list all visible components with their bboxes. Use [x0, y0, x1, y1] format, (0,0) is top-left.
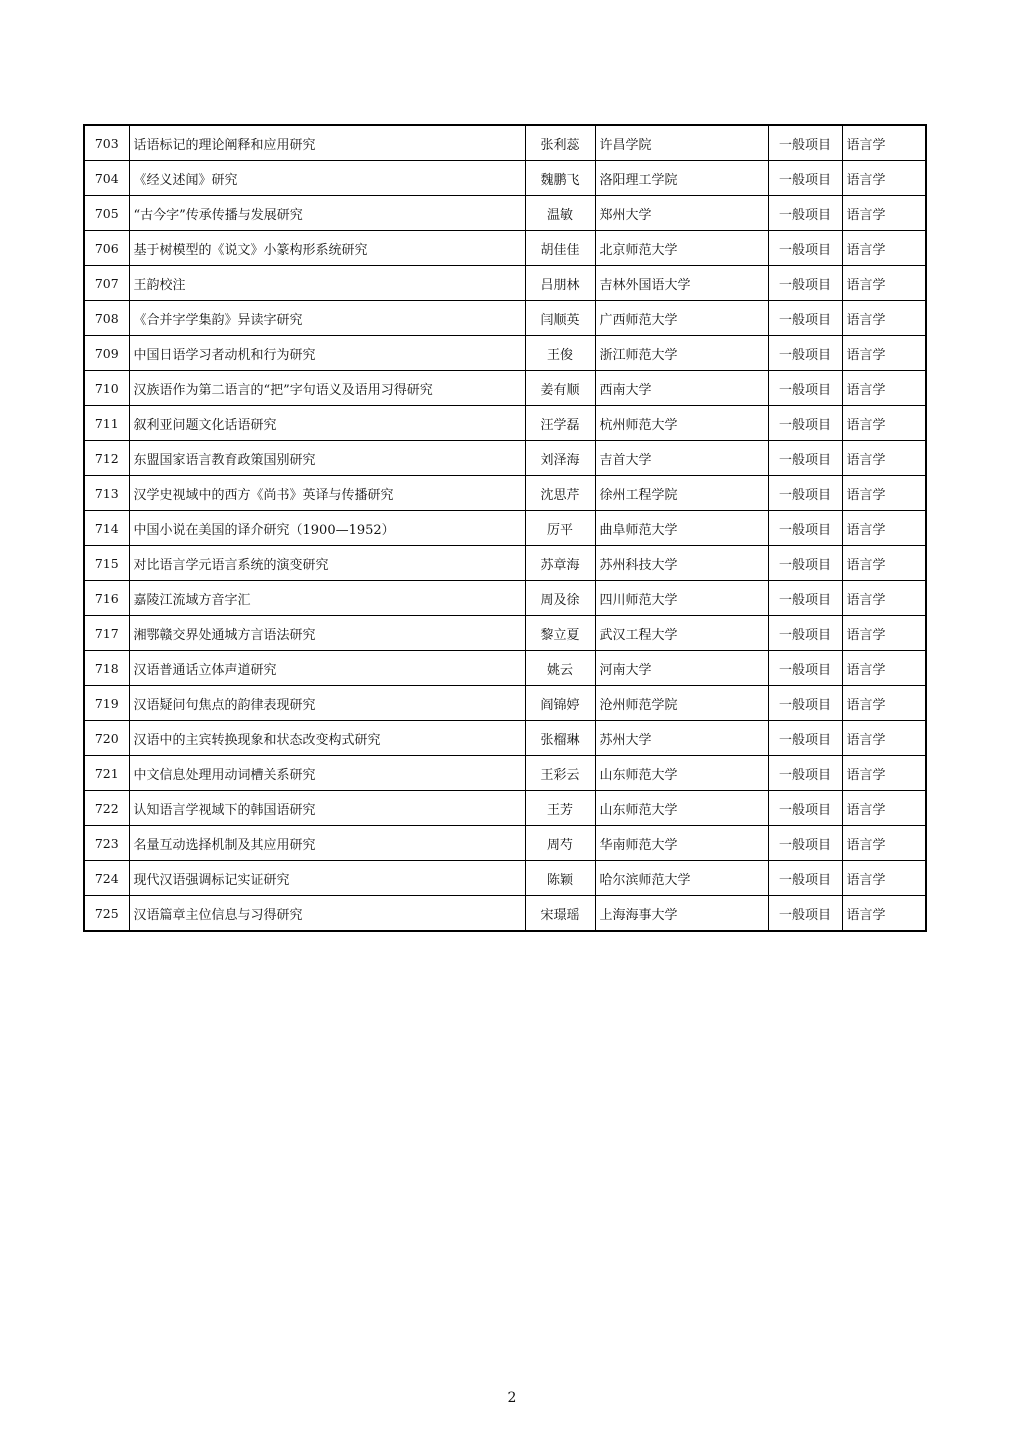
discipline-cell: 语言学 [842, 581, 926, 616]
project-title-cell: 中国日语学习者动机和行为研究 [129, 336, 525, 371]
project-type-cell: 一般项目 [768, 125, 842, 161]
table-row [84, 371, 926, 406]
project-type-cell: 一般项目 [768, 721, 842, 756]
table-row [84, 686, 926, 721]
discipline-cell: 语言学 [842, 161, 926, 196]
project-type-cell: 一般项目 [768, 581, 842, 616]
leader-name-cell: 张榴琳 [525, 721, 595, 756]
project-type-cell: 一般项目 [768, 511, 842, 546]
row-number-cell: 708 [84, 301, 129, 336]
row-number-cell: 711 [84, 406, 129, 441]
institution-cell: 杭州师范大学 [595, 406, 768, 441]
project-type-cell: 一般项目 [768, 546, 842, 581]
leader-name-cell: 阎锦婷 [525, 686, 595, 721]
project-title-cell: 汉语疑问句焦点的韵律表现研究 [129, 686, 525, 721]
discipline-cell: 语言学 [842, 721, 926, 756]
leader-name-cell: 吕朋林 [525, 266, 595, 301]
discipline-cell: 语言学 [842, 686, 926, 721]
discipline-cell: 语言学 [842, 266, 926, 301]
discipline-cell: 语言学 [842, 896, 926, 932]
discipline-cell: 语言学 [842, 125, 926, 161]
institution-cell: 徐州工程学院 [595, 476, 768, 511]
table-row [84, 266, 926, 301]
project-type-cell: 一般项目 [768, 371, 842, 406]
discipline-cell: 语言学 [842, 616, 926, 651]
leader-name-cell: 闫顺英 [525, 301, 595, 336]
institution-cell: 西南大学 [595, 371, 768, 406]
table-row [84, 301, 926, 336]
leader-name-cell: 刘泽海 [525, 441, 595, 476]
discipline-cell: 语言学 [842, 546, 926, 581]
project-title-cell: 中文信息处理用动词槽关系研究 [129, 756, 525, 791]
table-row [84, 546, 926, 581]
project-type-cell: 一般项目 [768, 616, 842, 651]
institution-cell: 吉首大学 [595, 441, 768, 476]
row-number-cell: 714 [84, 511, 129, 546]
leader-name-cell: 张利蕊 [525, 125, 595, 161]
leader-name-cell: 姜有顺 [525, 371, 595, 406]
project-type-cell: 一般项目 [768, 651, 842, 686]
project-title-cell: 东盟国家语言教育政策国别研究 [129, 441, 525, 476]
project-table [83, 124, 927, 932]
leader-name-cell: 周芍 [525, 826, 595, 861]
project-title-cell: 名量互动选择机制及其应用研究 [129, 826, 525, 861]
table-row [84, 896, 926, 932]
row-number-cell: 725 [84, 896, 129, 932]
discipline-cell: 语言学 [842, 301, 926, 336]
leader-name-cell: 胡佳佳 [525, 231, 595, 266]
discipline-cell: 语言学 [842, 371, 926, 406]
table-row [84, 441, 926, 476]
discipline-cell: 语言学 [842, 476, 926, 511]
leader-name-cell: 魏鹏飞 [525, 161, 595, 196]
table-row [84, 791, 926, 826]
institution-cell: 山东师范大学 [595, 791, 768, 826]
leader-name-cell: 温敏 [525, 196, 595, 231]
discipline-cell: 语言学 [842, 231, 926, 266]
project-title-cell: 《经义述闻》研究 [129, 161, 525, 196]
leader-name-cell: 陈颖 [525, 861, 595, 896]
row-number-cell: 717 [84, 616, 129, 651]
institution-cell: 洛阳理工学院 [595, 161, 768, 196]
discipline-cell: 语言学 [842, 336, 926, 371]
row-number-cell: 712 [84, 441, 129, 476]
table-row [84, 826, 926, 861]
row-number-cell: 715 [84, 546, 129, 581]
discipline-cell: 语言学 [842, 861, 926, 896]
project-type-cell: 一般项目 [768, 826, 842, 861]
project-type-cell: 一般项目 [768, 476, 842, 511]
leader-name-cell: 汪学磊 [525, 406, 595, 441]
institution-cell: 郑州大学 [595, 196, 768, 231]
row-number-cell: 713 [84, 476, 129, 511]
project-title-cell: 汉语中的主宾转换现象和状态改变构式研究 [129, 721, 525, 756]
row-number-cell: 721 [84, 756, 129, 791]
project-type-cell: 一般项目 [768, 406, 842, 441]
project-title-cell: 汉族语作为第二语言的“把”字句语义及语用习得研究 [129, 371, 525, 406]
leader-name-cell: 王彩云 [525, 756, 595, 791]
leader-name-cell: 周及徐 [525, 581, 595, 616]
institution-cell: 苏州科技大学 [595, 546, 768, 581]
table-body [84, 125, 926, 931]
row-number-cell: 724 [84, 861, 129, 896]
discipline-cell: 语言学 [842, 196, 926, 231]
project-type-cell: 一般项目 [768, 301, 842, 336]
row-number-cell: 705 [84, 196, 129, 231]
institution-cell: 浙江师范大学 [595, 336, 768, 371]
project-title-cell: 话语标记的理论阐释和应用研究 [129, 125, 525, 161]
discipline-cell: 语言学 [842, 511, 926, 546]
project-title-cell: 认知语言学视域下的韩国语研究 [129, 791, 525, 826]
leader-name-cell: 厉平 [525, 511, 595, 546]
row-number-cell: 709 [84, 336, 129, 371]
table-row [84, 336, 926, 371]
row-number-cell: 722 [84, 791, 129, 826]
project-title-cell: 对比语言学元语言系统的演变研究 [129, 546, 525, 581]
leader-name-cell: 黎立夏 [525, 616, 595, 651]
project-title-cell: 《合并字学集韵》异读字研究 [129, 301, 525, 336]
discipline-cell: 语言学 [842, 406, 926, 441]
institution-cell: 曲阜师范大学 [595, 511, 768, 546]
project-title-cell: 王韵校注 [129, 266, 525, 301]
leader-name-cell: 王俊 [525, 336, 595, 371]
row-number-cell: 710 [84, 371, 129, 406]
row-number-cell: 723 [84, 826, 129, 861]
leader-name-cell: 宋璟瑶 [525, 896, 595, 932]
project-type-cell: 一般项目 [768, 231, 842, 266]
leader-name-cell: 姚云 [525, 651, 595, 686]
institution-cell: 四川师范大学 [595, 581, 768, 616]
table-row [84, 161, 926, 196]
table-row [84, 616, 926, 651]
table-row [84, 861, 926, 896]
table-row [84, 231, 926, 266]
leader-name-cell: 王芳 [525, 791, 595, 826]
row-number-cell: 703 [84, 125, 129, 161]
project-title-cell: 中国小说在美国的译介研究（1900—1952） [129, 511, 525, 546]
project-title-cell: 汉学史视域中的西方《尚书》英译与传播研究 [129, 476, 525, 511]
leader-name-cell: 苏章海 [525, 546, 595, 581]
discipline-cell: 语言学 [842, 651, 926, 686]
institution-cell: 吉林外国语大学 [595, 266, 768, 301]
table-row [84, 406, 926, 441]
project-title-cell: 汉语篇章主位信息与习得研究 [129, 896, 525, 932]
project-type-cell: 一般项目 [768, 196, 842, 231]
table-row [84, 651, 926, 686]
page-number: 2 [507, 1390, 517, 1406]
project-title-cell: 叙利亚问题文化话语研究 [129, 406, 525, 441]
row-number-cell: 719 [84, 686, 129, 721]
table-row [84, 125, 926, 161]
project-type-cell: 一般项目 [768, 441, 842, 476]
table-row [84, 511, 926, 546]
row-number-cell: 718 [84, 651, 129, 686]
table-row [84, 581, 926, 616]
table-row [84, 756, 926, 791]
project-type-cell: 一般项目 [768, 686, 842, 721]
project-type-cell: 一般项目 [768, 336, 842, 371]
project-type-cell: 一般项目 [768, 861, 842, 896]
project-title-cell: 嘉陵江流域方音字汇 [129, 581, 525, 616]
institution-cell: 华南师范大学 [595, 826, 768, 861]
institution-cell: 河南大学 [595, 651, 768, 686]
institution-cell: 武汉工程大学 [595, 616, 768, 651]
institution-cell: 北京师范大学 [595, 231, 768, 266]
discipline-cell: 语言学 [842, 826, 926, 861]
row-number-cell: 716 [84, 581, 129, 616]
discipline-cell: 语言学 [842, 756, 926, 791]
table-row [84, 476, 926, 511]
project-type-cell: 一般项目 [768, 161, 842, 196]
institution-cell: 广西师范大学 [595, 301, 768, 336]
institution-cell: 哈尔滨师范大学 [595, 861, 768, 896]
project-type-cell: 一般项目 [768, 791, 842, 826]
institution-cell: 苏州大学 [595, 721, 768, 756]
row-number-cell: 704 [84, 161, 129, 196]
project-title-cell: 汉语普通话立体声道研究 [129, 651, 525, 686]
institution-cell: 上海海事大学 [595, 896, 768, 932]
project-type-cell: 一般项目 [768, 896, 842, 932]
project-title-cell: “古今字”传承传播与发展研究 [129, 196, 525, 231]
project-title-cell: 湘鄂赣交界处通城方言语法研究 [129, 616, 525, 651]
row-number-cell: 706 [84, 231, 129, 266]
table-row [84, 196, 926, 231]
discipline-cell: 语言学 [842, 791, 926, 826]
row-number-cell: 720 [84, 721, 129, 756]
leader-name-cell: 沈思芹 [525, 476, 595, 511]
institution-cell: 山东师范大学 [595, 756, 768, 791]
table-row [84, 721, 926, 756]
institution-cell: 许昌学院 [595, 125, 768, 161]
row-number-cell: 707 [84, 266, 129, 301]
project-type-cell: 一般项目 [768, 266, 842, 301]
institution-cell: 沧州师范学院 [595, 686, 768, 721]
project-title-cell: 现代汉语强调标记实证研究 [129, 861, 525, 896]
project-type-cell: 一般项目 [768, 756, 842, 791]
discipline-cell: 语言学 [842, 441, 926, 476]
project-title-cell: 基于树模型的《说文》小篆构形系统研究 [129, 231, 525, 266]
